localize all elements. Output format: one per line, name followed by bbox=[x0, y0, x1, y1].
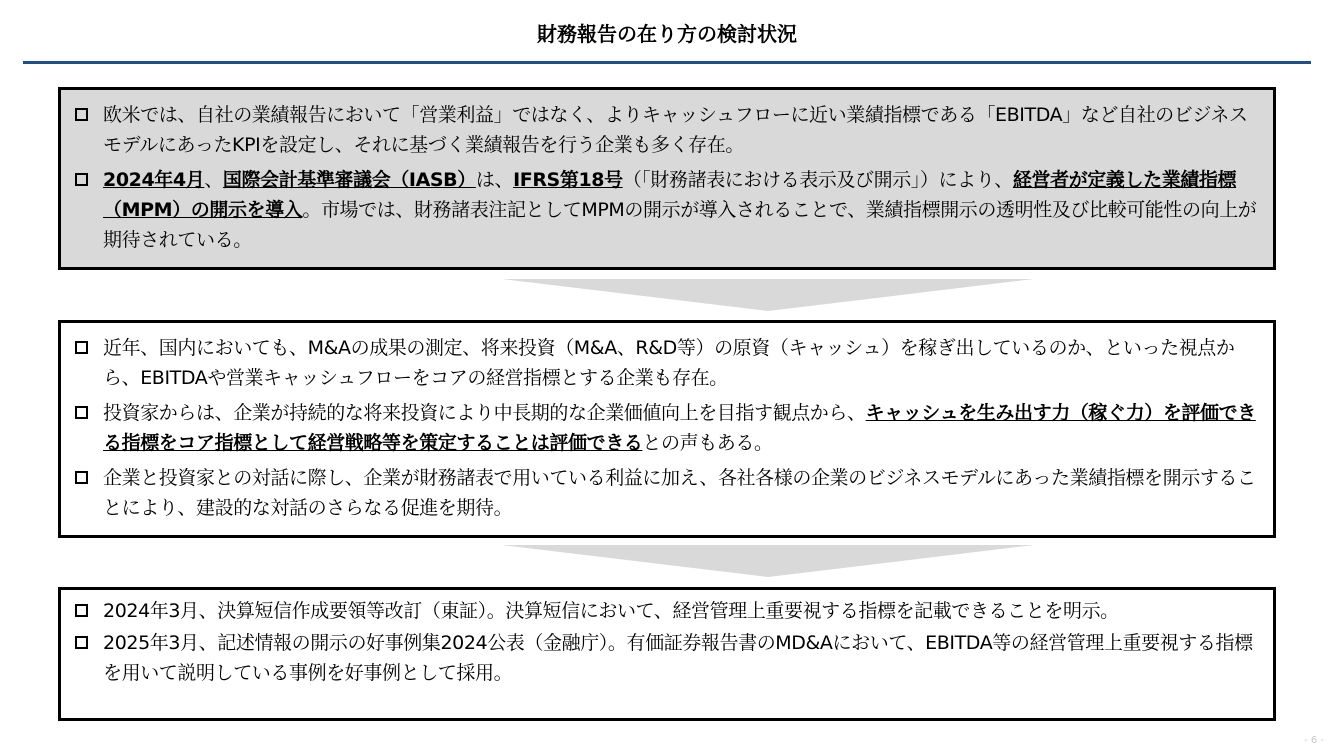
list-item bbox=[73, 628, 1261, 688]
title-divider bbox=[23, 61, 1311, 64]
item-text: 2024年3月、決算短信作成要領等改訂（東証）。決算短信において、経営管理上重要視する指標を記載できることを明示。 bbox=[103, 600, 1119, 622]
list-item bbox=[73, 398, 1261, 458]
square-bullet-icon bbox=[75, 108, 88, 121]
down-arrow-icon bbox=[502, 545, 1034, 577]
item-text: 企業と投資家との対話に際し、企業が財務諸表で用いている利益に加え、各社各様の企業のビジネスモデルにあった業績指標を開示することにより、建設的な対話のさらなる促進を期待。 bbox=[103, 467, 1256, 519]
emphasis-iasb: 国際会計基準審議会（IASB） bbox=[222, 169, 476, 191]
list-item bbox=[73, 596, 1261, 626]
emphasis-mpm: 経営者が定義した業績指標（MPM）の開示を導入 bbox=[103, 169, 1237, 221]
list-item bbox=[73, 100, 1261, 160]
square-bullet-icon bbox=[75, 604, 88, 617]
item-text: （「財務諸表における表示及び開示」）により、 bbox=[622, 169, 1013, 191]
item-text: 近年、国内においても、M&Aの成果の測定、将来投資（M&A、R&D等）の原資（キャッシュ）を稼ぎ出しているのか、といった視点から、EBITDAや営業キャッシュフローをコアの経営指標とする企業も存在。 bbox=[103, 337, 1235, 389]
page-number: - 6 - bbox=[1304, 735, 1324, 746]
square-bullet-icon bbox=[75, 471, 88, 484]
square-bullet-icon bbox=[75, 173, 88, 186]
square-bullet-icon bbox=[75, 341, 88, 354]
list-item bbox=[73, 333, 1261, 393]
item-text: 投資家からは、企業が持続的な将来投資により中長期的な企業価値向上を目指す観点から、 bbox=[103, 402, 866, 424]
square-bullet-icon bbox=[75, 636, 88, 649]
item-text: 、 bbox=[204, 169, 223, 191]
item-text: 欧米では、自社の業績報告において「営業利益」ではなく、よりキャッシュフローに近い業績指標である「EBITDA」など自社のビジネスモデルにあったKPIを設定し、それに基づく業績報告を行う企業も多く存在。 bbox=[103, 104, 1248, 156]
list-item bbox=[73, 463, 1261, 523]
emphasis-ifrs18: IFRS第18号 bbox=[513, 169, 623, 191]
item-text: は、 bbox=[475, 169, 514, 191]
item-text: との声もある。 bbox=[642, 432, 773, 454]
list-item bbox=[73, 165, 1261, 255]
international-trends-box bbox=[58, 87, 1276, 270]
item-text: 。市場では、財務諸表注記としてMPMの開示が導入されることで、業績指標開示の透明性及び比較可能性の向上が期待されている。 bbox=[103, 199, 1257, 251]
item-text: 2025年3月、記述情報の開示の好事例集2024公表（金融庁）。有価証券報告書のMD&Aにおいて、EBITDA等の経営管理上重要視する指標を用いて説明している事例を好事例として採用。 bbox=[103, 632, 1253, 684]
emphasis-investor-view: キャッシュを生み出す力（稼ぐ力）を評価できる指標をコア指標として経営戦略等を策定することは評価できる bbox=[103, 402, 1256, 454]
square-bullet-icon bbox=[75, 406, 88, 419]
page-title: 財務報告の在り方の検討状況 bbox=[537, 22, 797, 46]
regulatory-actions-box bbox=[58, 587, 1276, 721]
domestic-trends-box bbox=[58, 320, 1276, 538]
down-arrow-icon bbox=[502, 279, 1034, 311]
emphasis-date: 2024年4月 bbox=[103, 169, 205, 191]
